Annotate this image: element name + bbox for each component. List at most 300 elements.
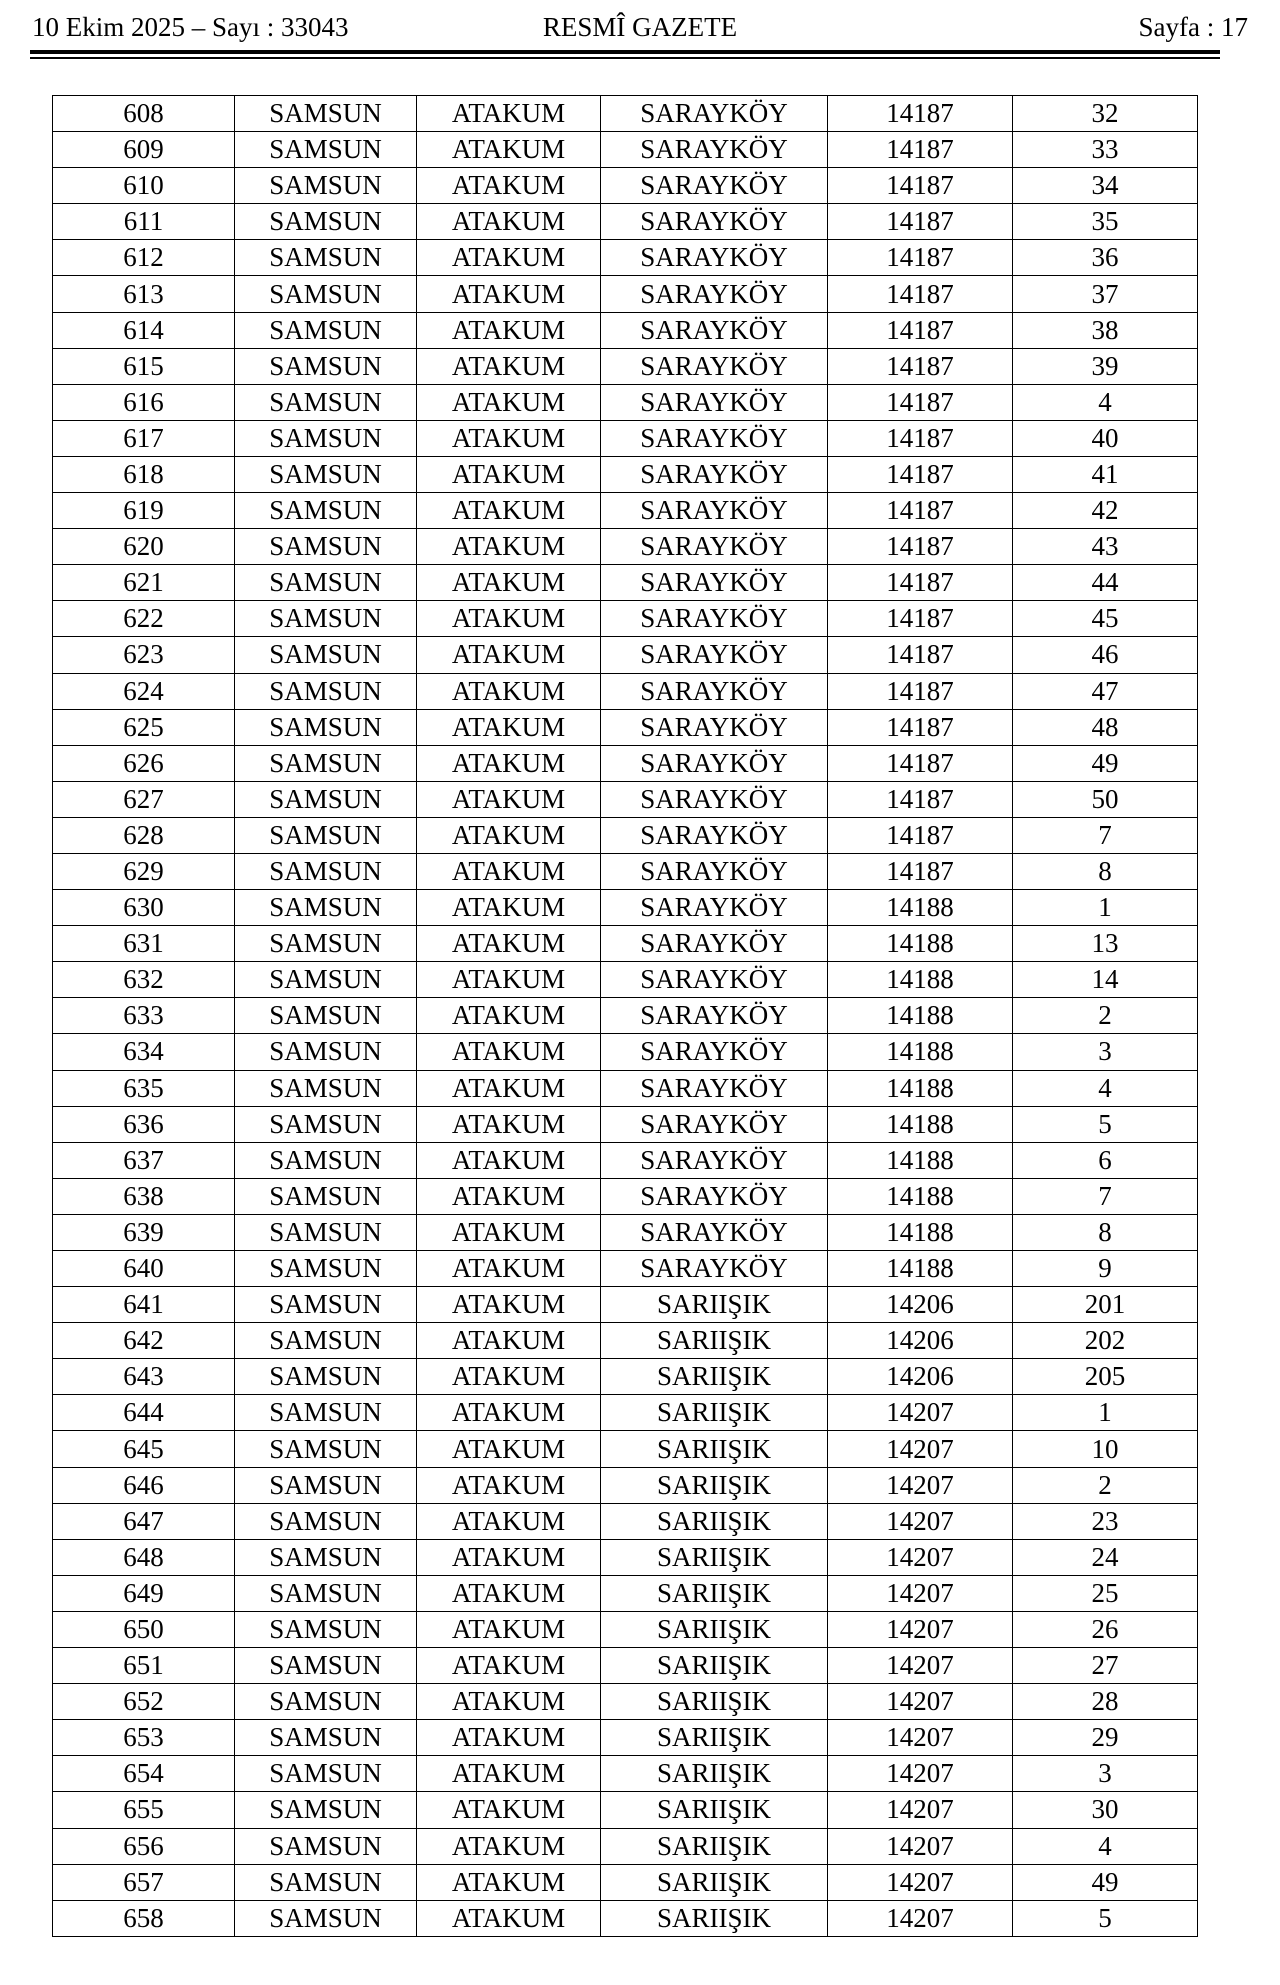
block-cell: 14188 — [828, 1142, 1013, 1178]
province-cell: SAMSUN — [235, 890, 417, 926]
block-cell: 14187 — [828, 456, 1013, 492]
table-row — [53, 1756, 1198, 1792]
province-cell: SAMSUN — [235, 1503, 417, 1539]
parcel-cell: 4 — [1013, 1828, 1198, 1864]
table-row — [53, 348, 1198, 384]
parcel-cell: 35 — [1013, 204, 1198, 240]
province-cell: SAMSUN — [235, 529, 417, 565]
table-row — [53, 1900, 1198, 1936]
parcel-cell: 7 — [1013, 1178, 1198, 1214]
row-number-cell: 656 — [53, 1828, 235, 1864]
row-number-cell: 646 — [53, 1467, 235, 1503]
block-cell: 14187 — [828, 745, 1013, 781]
row-number-cell: 639 — [53, 1214, 235, 1250]
block-cell: 14207 — [828, 1395, 1013, 1431]
province-cell: SAMSUN — [235, 926, 417, 962]
block-cell: 14187 — [828, 348, 1013, 384]
district-cell: ATAKUM — [417, 348, 601, 384]
district-cell: ATAKUM — [417, 1539, 601, 1575]
district-cell: ATAKUM — [417, 709, 601, 745]
row-number-cell: 648 — [53, 1539, 235, 1575]
province-cell: SAMSUN — [235, 1828, 417, 1864]
province-cell: SAMSUN — [235, 1539, 417, 1575]
parcel-cell: 41 — [1013, 456, 1198, 492]
table-row — [53, 240, 1198, 276]
header-rule-thin — [30, 57, 1220, 59]
neighborhood-cell: SARAYKÖY — [601, 745, 828, 781]
row-number-cell: 616 — [53, 384, 235, 420]
neighborhood-cell: SARAYKÖY — [601, 998, 828, 1034]
row-number-cell: 628 — [53, 817, 235, 853]
table-row — [53, 456, 1198, 492]
province-cell: SAMSUN — [235, 1720, 417, 1756]
parcel-cell: 44 — [1013, 565, 1198, 601]
district-cell: ATAKUM — [417, 1178, 601, 1214]
parcel-cell: 43 — [1013, 529, 1198, 565]
block-cell: 14207 — [828, 1684, 1013, 1720]
district-cell: ATAKUM — [417, 456, 601, 492]
block-cell: 14187 — [828, 565, 1013, 601]
province-cell: SAMSUN — [235, 456, 417, 492]
neighborhood-cell: SARAYKÖY — [601, 853, 828, 889]
table-row — [53, 1611, 1198, 1647]
parcel-cell: 13 — [1013, 926, 1198, 962]
district-cell: ATAKUM — [417, 1684, 601, 1720]
parcel-cell: 10 — [1013, 1431, 1198, 1467]
gazette-title: RESMÎ GAZETE — [542, 12, 738, 42]
neighborhood-cell: SARIIŞIK — [601, 1864, 828, 1900]
table-row — [53, 132, 1198, 168]
table-row — [53, 673, 1198, 709]
parcel-cell: 33 — [1013, 132, 1198, 168]
table-row — [53, 565, 1198, 601]
neighborhood-cell: SARAYKÖY — [601, 312, 828, 348]
neighborhood-cell: SARIIŞIK — [601, 1323, 828, 1359]
row-number-cell: 632 — [53, 962, 235, 998]
parcel-cell: 45 — [1013, 601, 1198, 637]
row-number-cell: 636 — [53, 1106, 235, 1142]
row-number-cell: 649 — [53, 1575, 235, 1611]
parcel-cell: 8 — [1013, 1214, 1198, 1250]
province-cell: SAMSUN — [235, 673, 417, 709]
neighborhood-cell: SARAYKÖY — [601, 962, 828, 998]
table-row — [53, 1359, 1198, 1395]
neighborhood-cell: SARAYKÖY — [601, 673, 828, 709]
province-cell: SAMSUN — [235, 1142, 417, 1178]
district-cell: ATAKUM — [417, 1864, 601, 1900]
block-cell: 14187 — [828, 493, 1013, 529]
district-cell: ATAKUM — [417, 817, 601, 853]
district-cell: ATAKUM — [417, 1900, 601, 1936]
table-row — [53, 1648, 1198, 1684]
parcel-cell: 47 — [1013, 673, 1198, 709]
parcel-cell: 1 — [1013, 1395, 1198, 1431]
province-cell: SAMSUN — [235, 1178, 417, 1214]
table-row — [53, 926, 1198, 962]
neighborhood-cell: SARIIŞIK — [601, 1575, 828, 1611]
parcel-cell: 23 — [1013, 1503, 1198, 1539]
table-row — [53, 890, 1198, 926]
row-number-cell: 651 — [53, 1648, 235, 1684]
neighborhood-cell: SARAYKÖY — [601, 637, 828, 673]
block-cell: 14188 — [828, 998, 1013, 1034]
province-cell: SAMSUN — [235, 384, 417, 420]
parcel-cell: 7 — [1013, 817, 1198, 853]
district-cell: ATAKUM — [417, 1828, 601, 1864]
district-cell: ATAKUM — [417, 420, 601, 456]
table-row — [53, 1323, 1198, 1359]
row-number-cell: 609 — [53, 132, 235, 168]
province-cell: SAMSUN — [235, 1106, 417, 1142]
block-cell: 14187 — [828, 240, 1013, 276]
block-cell: 14188 — [828, 1070, 1013, 1106]
district-cell: ATAKUM — [417, 926, 601, 962]
parcel-cell: 5 — [1013, 1900, 1198, 1936]
district-cell: ATAKUM — [417, 673, 601, 709]
table-row — [53, 1178, 1198, 1214]
parcel-cell: 39 — [1013, 348, 1198, 384]
table-row — [53, 745, 1198, 781]
province-cell: SAMSUN — [235, 420, 417, 456]
table-row — [53, 1720, 1198, 1756]
row-number-cell: 610 — [53, 168, 235, 204]
row-number-cell: 612 — [53, 240, 235, 276]
row-number-cell: 633 — [53, 998, 235, 1034]
neighborhood-cell: SARIIŞIK — [601, 1611, 828, 1647]
block-cell: 14187 — [828, 420, 1013, 456]
table-row — [53, 998, 1198, 1034]
neighborhood-cell: SARIIŞIK — [601, 1359, 828, 1395]
row-number-cell: 614 — [53, 312, 235, 348]
province-cell: SAMSUN — [235, 1287, 417, 1323]
neighborhood-cell: SARIIŞIK — [601, 1684, 828, 1720]
province-cell: SAMSUN — [235, 1467, 417, 1503]
row-number-cell: 630 — [53, 890, 235, 926]
table-row — [53, 96, 1198, 132]
neighborhood-cell: SARAYKÖY — [601, 1214, 828, 1250]
parcel-cell: 3 — [1013, 1756, 1198, 1792]
province-cell: SAMSUN — [235, 1611, 417, 1647]
block-cell: 14207 — [828, 1720, 1013, 1756]
table-row — [53, 1070, 1198, 1106]
neighborhood-cell: SARIIŞIK — [601, 1828, 828, 1864]
table-row — [53, 817, 1198, 853]
district-cell: ATAKUM — [417, 1323, 601, 1359]
neighborhood-cell: SARAYKÖY — [601, 601, 828, 637]
province-cell: SAMSUN — [235, 565, 417, 601]
district-cell: ATAKUM — [417, 204, 601, 240]
neighborhood-cell: SARIIŞIK — [601, 1503, 828, 1539]
table-row — [53, 601, 1198, 637]
district-cell: ATAKUM — [417, 1359, 601, 1395]
neighborhood-cell: SARIIŞIK — [601, 1720, 828, 1756]
table-row — [53, 168, 1198, 204]
table-row — [53, 204, 1198, 240]
district-cell: ATAKUM — [417, 637, 601, 673]
block-cell: 14187 — [828, 637, 1013, 673]
table-row — [53, 1503, 1198, 1539]
table-row — [53, 1034, 1198, 1070]
table-row — [53, 1142, 1198, 1178]
neighborhood-cell: SARIIŞIK — [601, 1648, 828, 1684]
district-cell: ATAKUM — [417, 890, 601, 926]
block-cell: 14188 — [828, 1034, 1013, 1070]
district-cell: ATAKUM — [417, 1648, 601, 1684]
province-cell: SAMSUN — [235, 853, 417, 889]
block-cell: 14187 — [828, 312, 1013, 348]
district-cell: ATAKUM — [417, 1792, 601, 1828]
block-cell: 14187 — [828, 673, 1013, 709]
neighborhood-cell: SARIIŞIK — [601, 1756, 828, 1792]
table-row — [53, 1251, 1198, 1287]
parcel-cell: 4 — [1013, 1070, 1198, 1106]
parcel-cell: 37 — [1013, 276, 1198, 312]
province-cell: SAMSUN — [235, 1323, 417, 1359]
district-cell: ATAKUM — [417, 745, 601, 781]
table-row — [53, 493, 1198, 529]
district-cell: ATAKUM — [417, 1431, 601, 1467]
block-cell: 14188 — [828, 1178, 1013, 1214]
district-cell: ATAKUM — [417, 529, 601, 565]
neighborhood-cell: SARAYKÖY — [601, 1106, 828, 1142]
parcel-cell: 201 — [1013, 1287, 1198, 1323]
parcel-cell: 46 — [1013, 637, 1198, 673]
district-cell: ATAKUM — [417, 1214, 601, 1250]
province-cell: SAMSUN — [235, 1251, 417, 1287]
block-cell: 14187 — [828, 817, 1013, 853]
province-cell: SAMSUN — [235, 1575, 417, 1611]
row-number-cell: 652 — [53, 1684, 235, 1720]
block-cell: 14187 — [828, 781, 1013, 817]
parcel-cell: 32 — [1013, 96, 1198, 132]
table-row — [53, 781, 1198, 817]
block-cell: 14207 — [828, 1900, 1013, 1936]
row-number-cell: 608 — [53, 96, 235, 132]
district-cell: ATAKUM — [417, 962, 601, 998]
table-row — [53, 637, 1198, 673]
row-number-cell: 644 — [53, 1395, 235, 1431]
district-cell: ATAKUM — [417, 998, 601, 1034]
block-cell: 14187 — [828, 853, 1013, 889]
block-cell: 14187 — [828, 276, 1013, 312]
province-cell: SAMSUN — [235, 1070, 417, 1106]
district-cell: ATAKUM — [417, 565, 601, 601]
block-cell: 14207 — [828, 1756, 1013, 1792]
province-cell: SAMSUN — [235, 998, 417, 1034]
block-cell: 14206 — [828, 1287, 1013, 1323]
district-cell: ATAKUM — [417, 384, 601, 420]
district-cell: ATAKUM — [417, 1395, 601, 1431]
neighborhood-cell: SARAYKÖY — [601, 132, 828, 168]
neighborhood-cell: SARIIŞIK — [601, 1467, 828, 1503]
province-cell: SAMSUN — [235, 781, 417, 817]
province-cell: SAMSUN — [235, 745, 417, 781]
neighborhood-cell: SARAYKÖY — [601, 926, 828, 962]
province-cell: SAMSUN — [235, 1792, 417, 1828]
province-cell: SAMSUN — [235, 601, 417, 637]
table-row — [53, 1539, 1198, 1575]
neighborhood-cell: SARAYKÖY — [601, 817, 828, 853]
parcel-cell: 9 — [1013, 1251, 1198, 1287]
parcel-cell: 3 — [1013, 1034, 1198, 1070]
block-cell: 14207 — [828, 1431, 1013, 1467]
district-cell: ATAKUM — [417, 1251, 601, 1287]
row-number-cell: 640 — [53, 1251, 235, 1287]
row-number-cell: 643 — [53, 1359, 235, 1395]
block-cell: 14207 — [828, 1539, 1013, 1575]
parcel-table — [52, 95, 1198, 1937]
row-number-cell: 655 — [53, 1792, 235, 1828]
parcel-cell: 30 — [1013, 1792, 1198, 1828]
row-number-cell: 618 — [53, 456, 235, 492]
parcel-cell: 5 — [1013, 1106, 1198, 1142]
province-cell: SAMSUN — [235, 1900, 417, 1936]
table-row — [53, 1214, 1198, 1250]
province-cell: SAMSUN — [235, 817, 417, 853]
parcel-cell: 29 — [1013, 1720, 1198, 1756]
parcel-cell: 49 — [1013, 745, 1198, 781]
parcel-cell: 2 — [1013, 1467, 1198, 1503]
neighborhood-cell: SARAYKÖY — [601, 890, 828, 926]
row-number-cell: 654 — [53, 1756, 235, 1792]
neighborhood-cell: SARAYKÖY — [601, 384, 828, 420]
row-number-cell: 637 — [53, 1142, 235, 1178]
block-cell: 14188 — [828, 962, 1013, 998]
district-cell: ATAKUM — [417, 1467, 601, 1503]
row-number-cell: 615 — [53, 348, 235, 384]
table-row — [53, 420, 1198, 456]
table-row — [53, 1287, 1198, 1323]
row-number-cell: 638 — [53, 1178, 235, 1214]
province-cell: SAMSUN — [235, 96, 417, 132]
table-row — [53, 1395, 1198, 1431]
neighborhood-cell: SARAYKÖY — [601, 781, 828, 817]
neighborhood-cell: SARIIŞIK — [601, 1287, 828, 1323]
block-cell: 14207 — [828, 1792, 1013, 1828]
province-cell: SAMSUN — [235, 1214, 417, 1250]
table-row — [53, 1431, 1198, 1467]
province-cell: SAMSUN — [235, 1359, 417, 1395]
table-row — [53, 853, 1198, 889]
neighborhood-cell: SARAYKÖY — [601, 529, 828, 565]
row-number-cell: 623 — [53, 637, 235, 673]
district-cell: ATAKUM — [417, 132, 601, 168]
block-cell: 14187 — [828, 132, 1013, 168]
neighborhood-cell: SARAYKÖY — [601, 1178, 828, 1214]
neighborhood-cell: SARAYKÖY — [601, 420, 828, 456]
neighborhood-cell: SARAYKÖY — [601, 1142, 828, 1178]
row-number-cell: 611 — [53, 204, 235, 240]
page-header — [32, 8, 1248, 48]
province-cell: SAMSUN — [235, 1034, 417, 1070]
block-cell: 14188 — [828, 1106, 1013, 1142]
district-cell: ATAKUM — [417, 240, 601, 276]
district-cell: ATAKUM — [417, 781, 601, 817]
block-cell: 14206 — [828, 1323, 1013, 1359]
district-cell: ATAKUM — [417, 1070, 601, 1106]
block-cell: 14187 — [828, 384, 1013, 420]
district-cell: ATAKUM — [417, 168, 601, 204]
row-number-cell: 619 — [53, 493, 235, 529]
parcel-cell: 4 — [1013, 384, 1198, 420]
province-cell: SAMSUN — [235, 1756, 417, 1792]
row-number-cell: 647 — [53, 1503, 235, 1539]
block-cell: 14187 — [828, 204, 1013, 240]
neighborhood-cell: SARAYKÖY — [601, 493, 828, 529]
district-cell: ATAKUM — [417, 1142, 601, 1178]
province-cell: SAMSUN — [235, 276, 417, 312]
district-cell: ATAKUM — [417, 1720, 601, 1756]
table-row — [53, 709, 1198, 745]
neighborhood-cell: SARAYKÖY — [601, 565, 828, 601]
block-cell: 14188 — [828, 1214, 1013, 1250]
block-cell: 14207 — [828, 1503, 1013, 1539]
district-cell: ATAKUM — [417, 1611, 601, 1647]
neighborhood-cell: SARAYKÖY — [601, 348, 828, 384]
district-cell: ATAKUM — [417, 1106, 601, 1142]
neighborhood-cell: SARAYKÖY — [601, 204, 828, 240]
province-cell: SAMSUN — [235, 1864, 417, 1900]
row-number-cell: 645 — [53, 1431, 235, 1467]
block-cell: 14207 — [828, 1467, 1013, 1503]
table-row — [53, 1864, 1198, 1900]
province-cell: SAMSUN — [235, 709, 417, 745]
block-cell: 14187 — [828, 709, 1013, 745]
district-cell: ATAKUM — [417, 96, 601, 132]
district-cell: ATAKUM — [417, 1575, 601, 1611]
province-cell: SAMSUN — [235, 637, 417, 673]
row-number-cell: 627 — [53, 781, 235, 817]
parcel-cell: 202 — [1013, 1323, 1198, 1359]
province-cell: SAMSUN — [235, 132, 417, 168]
parcel-cell: 50 — [1013, 781, 1198, 817]
block-cell: 14207 — [828, 1575, 1013, 1611]
district-cell: ATAKUM — [417, 853, 601, 889]
district-cell: ATAKUM — [417, 312, 601, 348]
block-cell: 14206 — [828, 1359, 1013, 1395]
row-number-cell: 626 — [53, 745, 235, 781]
row-number-cell: 650 — [53, 1611, 235, 1647]
row-number-cell: 625 — [53, 709, 235, 745]
parcel-cell: 2 — [1013, 998, 1198, 1034]
table-row — [53, 1684, 1198, 1720]
district-cell: ATAKUM — [417, 1756, 601, 1792]
neighborhood-cell: SARAYKÖY — [601, 1251, 828, 1287]
block-cell: 14207 — [828, 1864, 1013, 1900]
table-row — [53, 312, 1198, 348]
neighborhood-cell: SARIIŞIK — [601, 1431, 828, 1467]
block-cell: 14188 — [828, 890, 1013, 926]
parcel-cell: 36 — [1013, 240, 1198, 276]
parcel-cell: 1 — [1013, 890, 1198, 926]
district-cell: ATAKUM — [417, 276, 601, 312]
parcel-cell: 26 — [1013, 1611, 1198, 1647]
parcel-cell: 8 — [1013, 853, 1198, 889]
table-row — [53, 1106, 1198, 1142]
header-rule-thick — [30, 50, 1220, 54]
block-cell: 14188 — [828, 1251, 1013, 1287]
row-number-cell: 658 — [53, 1900, 235, 1936]
row-number-cell: 642 — [53, 1323, 235, 1359]
parcel-cell: 205 — [1013, 1359, 1198, 1395]
neighborhood-cell: SARAYKÖY — [601, 1034, 828, 1070]
district-cell: ATAKUM — [417, 1034, 601, 1070]
parcel-cell: 40 — [1013, 420, 1198, 456]
district-cell: ATAKUM — [417, 1287, 601, 1323]
neighborhood-cell: SARAYKÖY — [601, 168, 828, 204]
block-cell: 14207 — [828, 1648, 1013, 1684]
parcel-cell: 38 — [1013, 312, 1198, 348]
